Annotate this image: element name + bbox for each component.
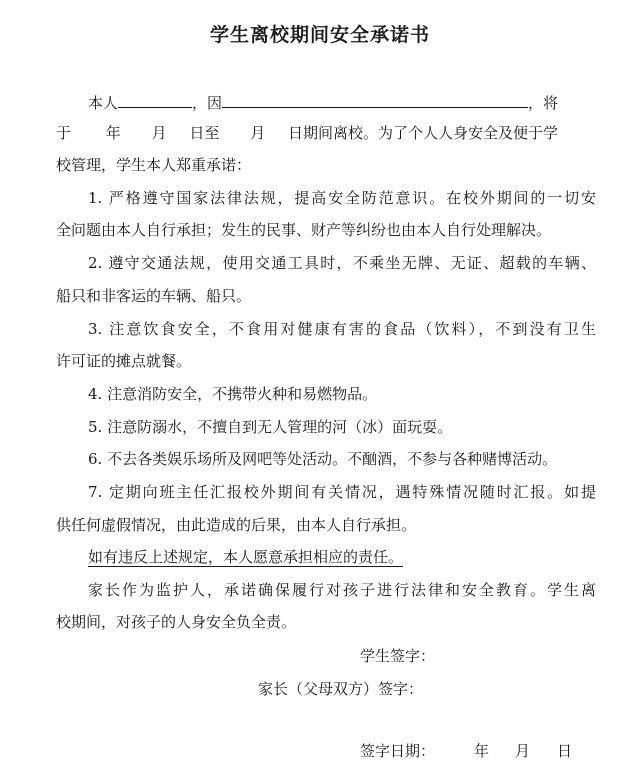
item-3-line-1: 3. 注意饮食安全，不食用对健康有害的食品（饮料），不到没有卫生: [88, 320, 596, 338]
student-signature-label: 学生签字：: [360, 647, 436, 665]
intro-benren-label: 本人: [88, 94, 119, 112]
item-3-line-2: 许可证的摊点就餐。: [56, 352, 192, 370]
parent-line-2: 校期间，对孩子的人身安全负全责。: [56, 613, 297, 631]
name-blank[interactable]: [118, 90, 192, 108]
sign-date-year: 年: [474, 742, 490, 760]
warning-line: [56, 546, 596, 568]
intro-period-text: 日期间离校。为了个人人身安全及便于学: [287, 124, 558, 142]
intro-month-2: 月: [250, 124, 266, 142]
intro-jiang-label: ，将: [528, 94, 559, 112]
item-7-line-2: 供任何虚假情况，由此造成的后果，由本人自行承担。: [56, 516, 417, 534]
reason-blank[interactable]: [222, 90, 528, 108]
intro-year: 年: [105, 124, 121, 142]
item-2-line-2: 船只和非客运的车辆、船只。: [56, 287, 252, 305]
sign-date-label: 签字日期：: [360, 742, 436, 760]
parent-signature-label: 家长（父母双方）签字：: [258, 680, 424, 698]
item-4-line-1: 4. 注意消防安全，不携带火种和易燃物品。: [88, 385, 378, 403]
intro-day-to: 日至: [189, 124, 220, 142]
page-title: 学生离校期间安全承诺书: [209, 24, 430, 46]
item-2-line-1: 2. 遵守交通法规，使用交通工具时，不乘坐无牌、无证、超载的车辆、: [88, 254, 596, 272]
item-1-line-2: 全问题由本人自行承担；发生的民事、财产等纠纷也由本人自行处理解决。: [56, 221, 552, 239]
warning-text: 如有违反上述规定，本人愿意承担相应的责任。: [88, 548, 404, 566]
intro-line-2: [56, 122, 596, 144]
item-7-line-1: 7. 定期向班主任汇报校外期间有关情况，遇特殊情况随时汇报。如提: [88, 483, 596, 501]
item-6-line-1: 6. 不去各类娱乐场所及网吧等处活动。不酗酒，不参与各种赌博活动。: [88, 450, 558, 468]
intro-line-1: [56, 90, 596, 114]
intro-line-3: 校管理，学生本人郑重承诺：: [56, 156, 252, 174]
intro-yin-label: ，因: [192, 94, 223, 112]
item-1-line-1: 1. 严格遵守国家法律法规，提高安全防范意识。在校外期间的一切安: [88, 189, 596, 207]
sign-date-day: 日: [557, 742, 573, 760]
parent-line-1: 家长作为监护人，承诺确保履行对孩子进行法律和安全教育。学生离: [88, 581, 596, 599]
intro-yu: 于: [56, 124, 72, 142]
item-5-line-1: 5. 注意防溺水，不擅自到无人管理的河（冰）面玩耍。: [88, 418, 453, 436]
sign-date-month: 月: [515, 742, 531, 760]
intro-month: 月: [151, 124, 167, 142]
